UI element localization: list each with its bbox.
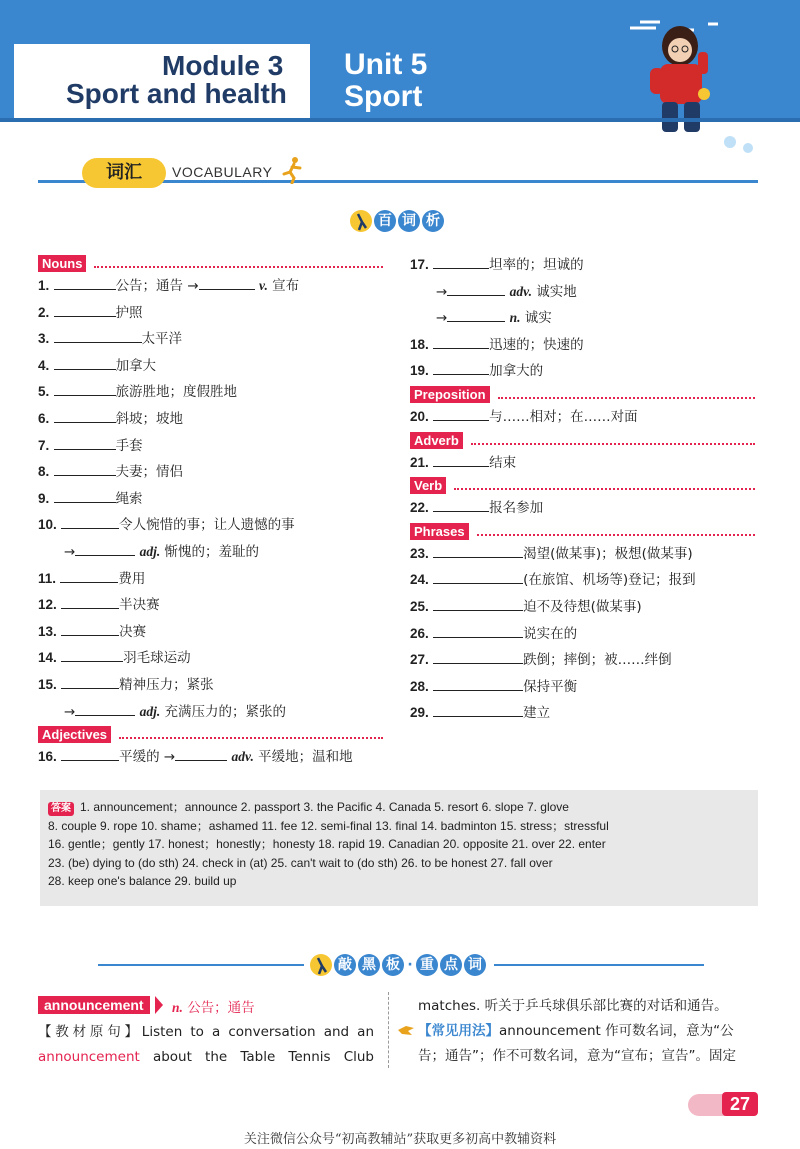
answer-blank[interactable] <box>61 595 119 609</box>
unit-title: Unit 5 <box>344 48 428 81</box>
category-verb <box>410 477 755 494</box>
answer-blank[interactable] <box>433 650 523 664</box>
answer-blank[interactable] <box>54 356 116 370</box>
vocab-item: 26. 说实在的 <box>410 625 578 642</box>
section-title-key-words <box>310 952 486 978</box>
header-stripe <box>0 118 800 122</box>
category-nouns <box>38 255 383 272</box>
category-label: Phrases <box>410 523 469 540</box>
answer-blank[interactable] <box>175 747 227 761</box>
vocab-item: 10. 令人惋惜的事；让人遗憾的事 <box>38 517 295 534</box>
page-number: 27 <box>722 1092 758 1116</box>
category-label: Adverb <box>410 432 463 449</box>
girl-illustration-icon <box>620 8 770 158</box>
answer-line: 28. keep one's balance 29. build up <box>48 874 237 888</box>
reader-icon <box>350 208 372 234</box>
vocab-item: 19. 加拿大的 <box>410 363 544 380</box>
module-title-arrow <box>300 58 310 74</box>
category-adjectives <box>38 726 383 743</box>
answer-key-box <box>40 790 758 906</box>
answer-blank[interactable] <box>447 308 505 322</box>
answer-blank[interactable] <box>54 382 116 396</box>
title-char: 点 <box>440 954 462 976</box>
answer-blank[interactable] <box>54 436 116 450</box>
vocab-item: 23. 渴望(做某事)；极想(做某事) <box>410 545 693 562</box>
answer-blank[interactable] <box>433 361 489 375</box>
title-char: · <box>407 957 413 973</box>
key-word-label: announcement <box>38 996 150 1014</box>
vocab-badge: 词汇 <box>82 158 166 188</box>
answer-line: 8. couple 9. rope 10. shame；ashamed 11. fee 12. semi-final 13. final 14. badminton 15. stress；stressful <box>48 818 609 833</box>
vocab-item: 24. (在旅馆、机场等)登记；报到 <box>410 572 696 589</box>
vocab-item: 21. 结束 <box>410 454 517 471</box>
module-subtitle: Sport and health <box>66 78 287 109</box>
answer-blank[interactable] <box>433 570 523 584</box>
answer-blank[interactable] <box>61 515 119 529</box>
category-label: Preposition <box>410 386 490 403</box>
vocab-item: 27. 跌倒；摔倒；被……绊倒 <box>410 652 672 669</box>
vocab-item: 16. 平缓的 → adv. 平缓地；温和地 <box>38 749 353 766</box>
title-char: 词 <box>398 210 420 232</box>
answer-blank[interactable] <box>433 544 523 558</box>
runner-icon <box>280 156 304 184</box>
column-divider <box>388 992 389 1068</box>
answer-blank[interactable] <box>54 409 116 423</box>
vocab-item: 20. 与……相对；在……对面 <box>410 408 638 425</box>
vocab-item: 2. 护照 <box>38 304 143 321</box>
vocab-item-derivative: → adj. 充满压力的；紧张的 <box>64 703 287 720</box>
vocab-item: 29. 建立 <box>410 705 551 722</box>
vocab-item: 14. 羽毛球运动 <box>38 650 191 667</box>
vocab-item: 28. 保持平衡 <box>410 678 578 695</box>
vocab-item: 9. 绳索 <box>38 490 143 507</box>
vocab-item: 18. 迅速的；快速的 <box>410 336 584 353</box>
vocab-item: 15. 精神压力；紧张 <box>38 676 214 693</box>
section2-divider-right <box>494 964 704 966</box>
usage-notes: matches. 听关于乒乓球俱乐部比赛的对话和通告。 【常见用法】announcement 作可数名词，意为“公 告；通告”；作不可数名词，意为“宣布；宣告”。固定 <box>418 998 736 1064</box>
key-word-arrow <box>155 996 163 1014</box>
vocab-item: 3. 太平洋 <box>38 331 183 348</box>
answer-blank[interactable] <box>433 703 523 717</box>
category-label: Adjectives <box>38 726 111 743</box>
answer-blank[interactable] <box>60 569 118 583</box>
vocab-item: 6. 斜坡；坡地 <box>38 410 184 427</box>
answer-blank[interactable] <box>54 489 116 503</box>
vocab-item: 22. 报名参加 <box>410 500 544 517</box>
vocab-item-derivative: → adj. 惭愧的；羞耻的 <box>64 543 260 560</box>
title-char: 黑 <box>358 954 380 976</box>
answer-blank[interactable] <box>433 335 489 349</box>
vocab-item: 11. 费用 <box>38 570 146 587</box>
answer-line: 23. (be) dying to (do sth) 24. check in (at) 25. can't wait to (do sth) 26. to be honest 27. fall over <box>48 855 553 870</box>
answer-blank[interactable] <box>61 622 119 636</box>
answer-blank[interactable] <box>54 462 116 476</box>
key-word-meaning: n. 公告；通告 <box>172 1000 255 1016</box>
vocab-item: 8. 夫妻；情侣 <box>38 464 184 481</box>
answer-badge: 答案 <box>48 802 74 816</box>
answer-blank[interactable] <box>54 303 116 317</box>
answer-blank[interactable] <box>199 276 255 290</box>
answer-blank[interactable] <box>433 597 523 611</box>
category-adverb <box>410 432 755 449</box>
answer-blank[interactable] <box>75 542 135 556</box>
answer-blank[interactable] <box>61 648 123 662</box>
vocab-item: 12. 半决赛 <box>38 597 160 614</box>
hand-pointer-icon <box>396 1022 416 1038</box>
answer-blank[interactable] <box>54 276 116 290</box>
vocab-item: 4. 加拿大 <box>38 357 157 374</box>
vocab-item: 17. 坦率的；坦诚的 <box>410 257 584 273</box>
answer-blank[interactable] <box>433 498 489 512</box>
vocab-item-derivative: → n. 诚实 <box>436 310 552 327</box>
answer-blank[interactable] <box>433 624 523 638</box>
reader-icon <box>310 952 332 978</box>
vocab-item: 25. 迫不及待想(做某事) <box>410 598 642 615</box>
unit-subtitle: Sport <box>344 80 423 113</box>
vocab-item: 13. 决赛 <box>38 623 147 640</box>
answer-blank[interactable] <box>61 675 119 689</box>
textbook-sentence: 【教材原句】Listen to a conversation and an announcement about the Table Tennis Club <box>38 1024 375 1065</box>
title-char: 词 <box>464 954 486 976</box>
answer-blank[interactable] <box>75 702 135 716</box>
category-phrases <box>410 523 755 540</box>
answer-blank[interactable] <box>61 747 119 761</box>
category-preposition <box>410 386 755 403</box>
module-title: Module 3 <box>162 50 284 81</box>
title-char: 敲 <box>334 954 356 976</box>
title-char: 百 <box>374 210 396 232</box>
category-label: Nouns <box>38 255 86 272</box>
answer-blank[interactable] <box>433 255 489 269</box>
title-char: 析 <box>422 210 444 232</box>
section2-divider-left <box>98 964 304 966</box>
answer-line: 答案 1. announcement；announce 2. passport 3. the Pacific 4. Canada 5. resort 6. slope 7. glove <box>48 798 748 817</box>
vocab-item: 1. 公告；通告 → v. 宣布 <box>38 278 300 294</box>
vocab-label: VOCABULARY <box>172 164 273 180</box>
title-char: 板 <box>382 954 404 976</box>
answer-blank[interactable] <box>447 282 505 296</box>
left-vocab-column <box>38 254 383 771</box>
footer-note: 关注微信公众号“初高教辅站”获取更多初高中教辅资料 <box>243 1132 557 1147</box>
section-title-word-analysis <box>350 208 444 234</box>
answer-line: 16. gentle；gently 17. honest；honestly；honesty 18. rapid 19. Canadian 20. opposite 21. over 22. enter <box>48 837 606 851</box>
title-char: 重 <box>416 954 438 976</box>
category-label: Verb <box>410 477 446 494</box>
answer-blank[interactable] <box>54 329 142 343</box>
vocab-item-derivative: → adv. 诚实地 <box>436 283 577 300</box>
answer-blank[interactable] <box>433 407 489 421</box>
answer-blank[interactable] <box>433 677 523 691</box>
right-vocab-column <box>410 252 755 727</box>
answer-blank[interactable] <box>433 453 489 467</box>
vocab-item: 5. 旅游胜地；度假胜地 <box>38 384 238 401</box>
vocab-item: 7. 手套 <box>38 437 143 454</box>
